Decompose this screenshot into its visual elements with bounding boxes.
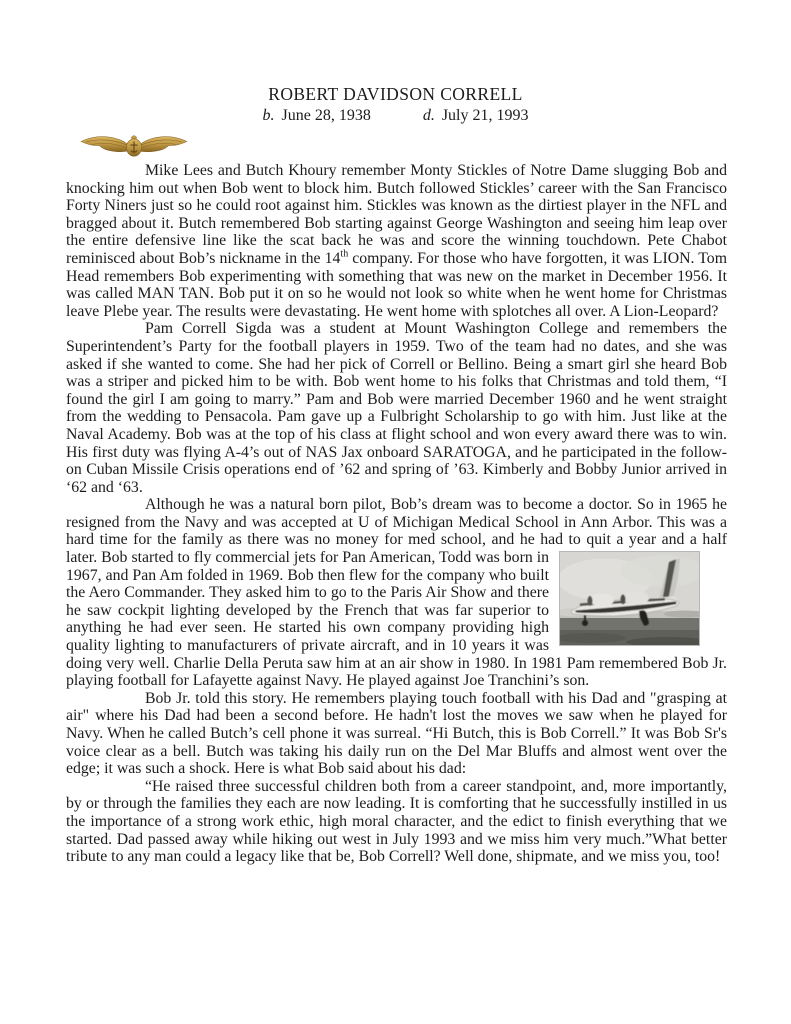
death-date <box>423 107 529 125</box>
death-prefix: d. <box>422 107 435 124</box>
paragraph-football-memories <box>66 162 727 320</box>
airplane-photo <box>559 551 700 646</box>
ordinal-superscript: th <box>340 248 349 260</box>
birth-date-value: June 28, 1938 <box>281 107 371 124</box>
life-dates <box>0 107 791 125</box>
death-date-value: July 21, 1993 <box>441 107 529 124</box>
paragraph-tribute-quote: “He raised three successful children both from a career standpoint, and, more importantly, by or through the families they each are now leading. It is comforting that he successfully instilled in us the importance of a strong work ethic, high moral character, and the edict to finish everything that we started. Dad passed away while hiking out west in July 1993 and we miss him very much.”What better tribute to any man could a legacy like that be, Bob Correll? Well done, shipmate, and we miss you, too! <box>66 777 727 866</box>
document-body <box>66 162 727 866</box>
paragraph-1-text-b: company. For those who have forgotten, it was LION. Tom Head remembers Bob experimenting with something that was new on the market in December 1956. It was called MAN TAN. Bob put it on so he would not look so white when he went home for Christmas leave Plebe year. The results were devastating. He went home with splotches all over. A Lion-Leopard? <box>66 249 727 320</box>
naval-aviator-wings-icon <box>78 128 190 161</box>
paragraph-3-text-a: Although he was a natural born pilot, Bob’s dream was to become a doctor. So in 1965 he resigned from the Navy and was accepted at U of Michigan Medical School in Ann Arbor. This was a hard time for the family as there was no money for med school, and he had to quit a <box>66 496 727 549</box>
paragraph-3-text-b: year and a half later. Bob started to fly commercial jets for Pan American, Todd was born in 1967, and Pan Am folded in 1969. Bob then flew for the company who built the Aero Commander. They asked him to go to the Paris Air Show and there he saw cockpit lighting developed by the French that was far superior to anything he had ever seen. He started his own company providing high quality lighting to manufacturers of private aircraft, and in 10 years it was doing very well. Charlie Della Peruta saw him at an air show in 1980. In 1981 Pam remembered Bob Jr. playing football for Lafayette against Navy. He played against Joe Tranchini’s son. <box>66 531 727 690</box>
document-header <box>0 0 791 125</box>
birth-prefix: b. <box>262 107 275 124</box>
paragraph-medschool-aviation <box>66 496 727 690</box>
birth-date <box>263 107 371 125</box>
paragraph-bob-jr-story: Bob Jr. told this story. He remembers playing touch football with his Dad and "grasping at air" where his Dad had been a second before. He hadn't lost the moves we saw when he played for Navy. When he called Butch’s cell phone it was surreal. “Hi Butch, this is Bob Correll.” It was Bob Sr's voice clear as a bell. Butch was taking his daily run on the Del Mar Bluffs and almost went over the edge; it was such a shock. Here is what Bob said about his dad: <box>66 689 727 778</box>
paragraph-pam-marriage: Pam Correll Sigda was a student at Mount Washington College and remembers the Superintendent’s Party for the football players in 1959. Two of the team had no dates, and she was asked if she wanted to come. She had her pick of Correll or Bellino. Being a smart girl she heard Bob was a striper and picked him to be with. Bob went home to his folks that Christmas and told them, “I found the girl I am going to marry.” Pam and Bob were married December 1960 and he went straight from the wedding to Pensacola. Pam gave up a Fulbright Scholarship to go with him. Just like at the Naval Academy. Bob was at the top of his class at flight school and won every award there was to win. His first duty was flying A-4’s out of NAS Jax onboard SARATOGA, and he participated in the follow-on Cuban Missile Crisis operations end of ’62 and spring of ’63. Kimberly and Bobby Junior arrived in ‘62 and ‘63. <box>66 320 727 496</box>
page-title: ROBERT DAVIDSON CORRELL <box>268 84 523 104</box>
paragraph-1-text-a: Mike Lees and Butch Khoury remember Monty Stickles of Notre Dame slugging Bob and knocking him out when Bob went to block him. Butch followed Stickles’ career with the San Francisco Forty Niners just so he could root against him. Stickles was known as the dirtiest player in the NFL and bragged about it. Butch remembered Bob starting against George Washington and seeing him leap over the entire defensive line like the scat back he was and score the winning touchdown. Pete Chabot reminisced about Bob’s nickname in the 14 <box>66 162 727 267</box>
